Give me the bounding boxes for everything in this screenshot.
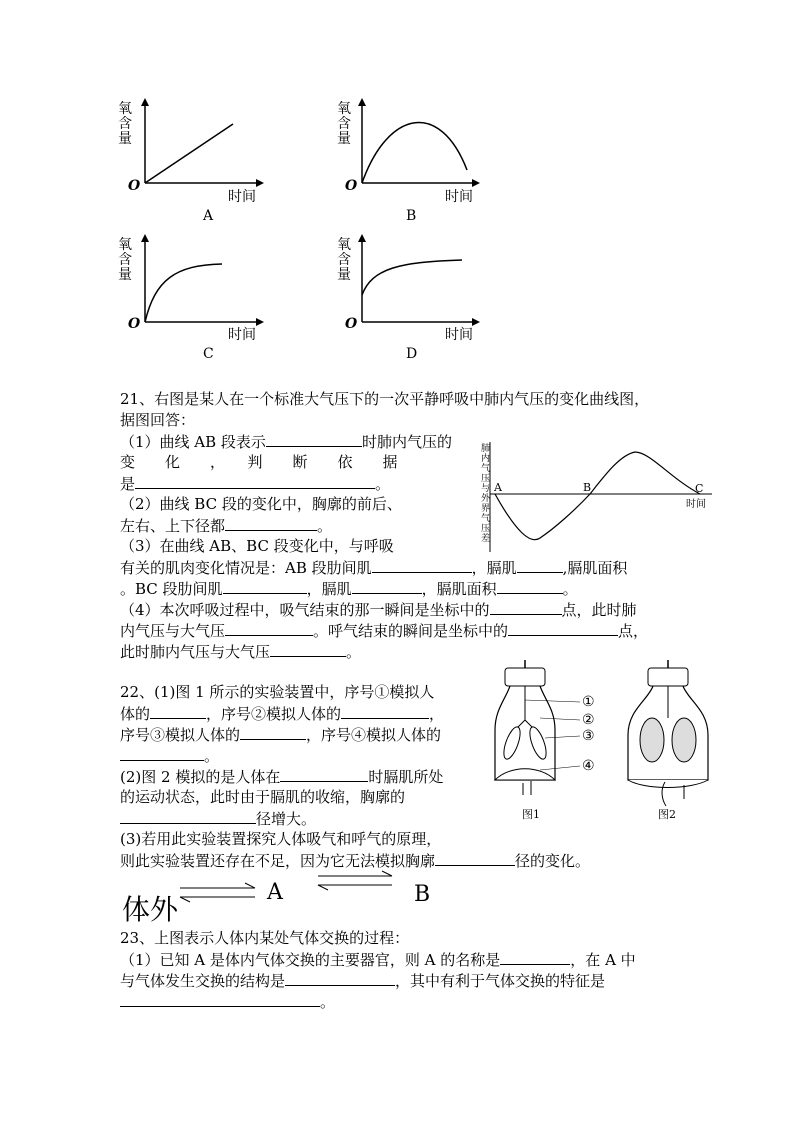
graph-a-letter: A xyxy=(203,208,214,224)
fig-label-3: ③ xyxy=(582,728,595,744)
q23-blank-2[interactable] xyxy=(285,969,395,986)
graph-d-ylabel: 氧 含 量 xyxy=(337,237,351,283)
q23-line3: 与气体发生交换的结构是 ，其中有利于气体交换的特征是 xyxy=(120,969,605,992)
q22-line8: (3)若用此实验装置探究人体吸气和呼气的原理， xyxy=(120,830,442,848)
pressure-chart-ylabel: 肺内气压与外界气压差 xyxy=(479,443,489,543)
pressure-point-a: A xyxy=(494,481,502,494)
fig1-caption: 图1 xyxy=(522,808,540,821)
fig-label-4: ④ xyxy=(582,758,595,774)
q23-blank-3[interactable] xyxy=(120,990,320,1007)
q22-line5: (2)图 2 模拟的是人体在 时膈肌所处 xyxy=(120,765,443,788)
q22-line9: 则此实验装置还存在不足，因为它无法模拟胸廓 径的变化。 xyxy=(120,849,590,872)
q21-part4-line1: （4）本次呼吸过程中，吸气结束的那一瞬间是坐标中的 点，此时肺 xyxy=(120,598,637,621)
exchange-b: B xyxy=(414,882,431,907)
q21-part1-line3: 是 。 xyxy=(120,472,390,495)
fig2-caption: 图2 xyxy=(658,808,676,821)
graph-a-ylabel: 氧 含 量 xyxy=(118,101,132,147)
q23-line1: 23、上图表示人体内某处气体交换的过程： xyxy=(120,929,410,947)
q21-part2-line2: 左右、上下径都 。 xyxy=(120,514,332,537)
q22-line6: 的运动状态，此时由于膈肌的收缩，胸廓的 xyxy=(120,788,406,806)
graph-c-origin: O xyxy=(128,316,141,332)
pressure-chart-xlabel: 时间 xyxy=(686,499,706,510)
graph-d-letter: D xyxy=(406,346,418,362)
pressure-point-c: C xyxy=(695,482,704,495)
q21-part3-line3: 。BC 段肋间肌 ，膈肌 ，膈肌面积 。 xyxy=(120,577,578,600)
graph-b-ylabel: 氧 含 量 xyxy=(337,101,351,147)
q21-part2-line1: （2）曲线 BC 段的变化中，胸廓的前后、 xyxy=(120,495,402,513)
q21-part1-line1: （1）曲线 AB 段表示 时肺内气压的 xyxy=(120,430,452,453)
q22-line1: 22、(1)图 1 所示的实验装置中，序号①模拟人 xyxy=(120,683,435,701)
exchange-left-label: 体外 xyxy=(122,893,179,926)
fig-label-2: ② xyxy=(582,712,595,728)
q21-part3-line1: （3）在曲线 AB、BC 段变化中，与呼吸 xyxy=(120,537,394,555)
q21-line2: 据图回答： xyxy=(120,411,196,429)
q23-blank-1[interactable] xyxy=(500,948,570,965)
pressure-point-b: B xyxy=(583,481,592,494)
q23-line2: （1）已知 A 是体内气体交换的主要器官，则 A 的名称是 ，在 A 中 xyxy=(120,948,636,971)
graph-a-xlabel: 时间 xyxy=(228,189,256,205)
fig-label-1: ① xyxy=(582,694,595,710)
q22-line3: 序号③模拟人体的 ，序号④模拟人体的 xyxy=(120,723,441,746)
q21-part1-line2: 变 化 ， 判 断 依 据 xyxy=(120,453,398,471)
graph-b-xlabel: 时间 xyxy=(445,189,473,205)
graph-b-origin: O xyxy=(345,178,358,194)
graph-d-xlabel: 时间 xyxy=(445,327,473,343)
q23-line4: 。 xyxy=(120,990,335,1013)
graph-c-letter: C xyxy=(203,346,214,362)
q21-line1: 21、右图是某人在一个标准大气压下的一次平静呼吸中肺内气压的变化曲线图， xyxy=(120,390,650,408)
q21-part4-line3: 此时肺内气压与大气压 。 xyxy=(120,640,361,663)
q22-line2: 体的 ，序号②模拟人体的 ， xyxy=(120,702,444,725)
q22-line7: 径增大。 xyxy=(120,807,316,830)
graph-c-xlabel: 时间 xyxy=(228,327,256,343)
graph-c-ylabel: 氧 含 量 xyxy=(118,237,132,283)
graph-b-letter: B xyxy=(406,208,417,224)
exchange-a: A xyxy=(267,880,283,905)
graph-d-origin: O xyxy=(345,316,358,332)
graph-a-origin: O xyxy=(128,178,141,194)
q22-line4: 。 xyxy=(120,744,219,767)
q21-part4-line2: 内气压与大气压 。呼气结束的瞬间是坐标中的 点， xyxy=(120,619,648,642)
q21-part3-line2: 有关的肌肉变化情况是：AB 段肋间肌 ，膈肌 ,膈肌面积 xyxy=(120,556,627,579)
